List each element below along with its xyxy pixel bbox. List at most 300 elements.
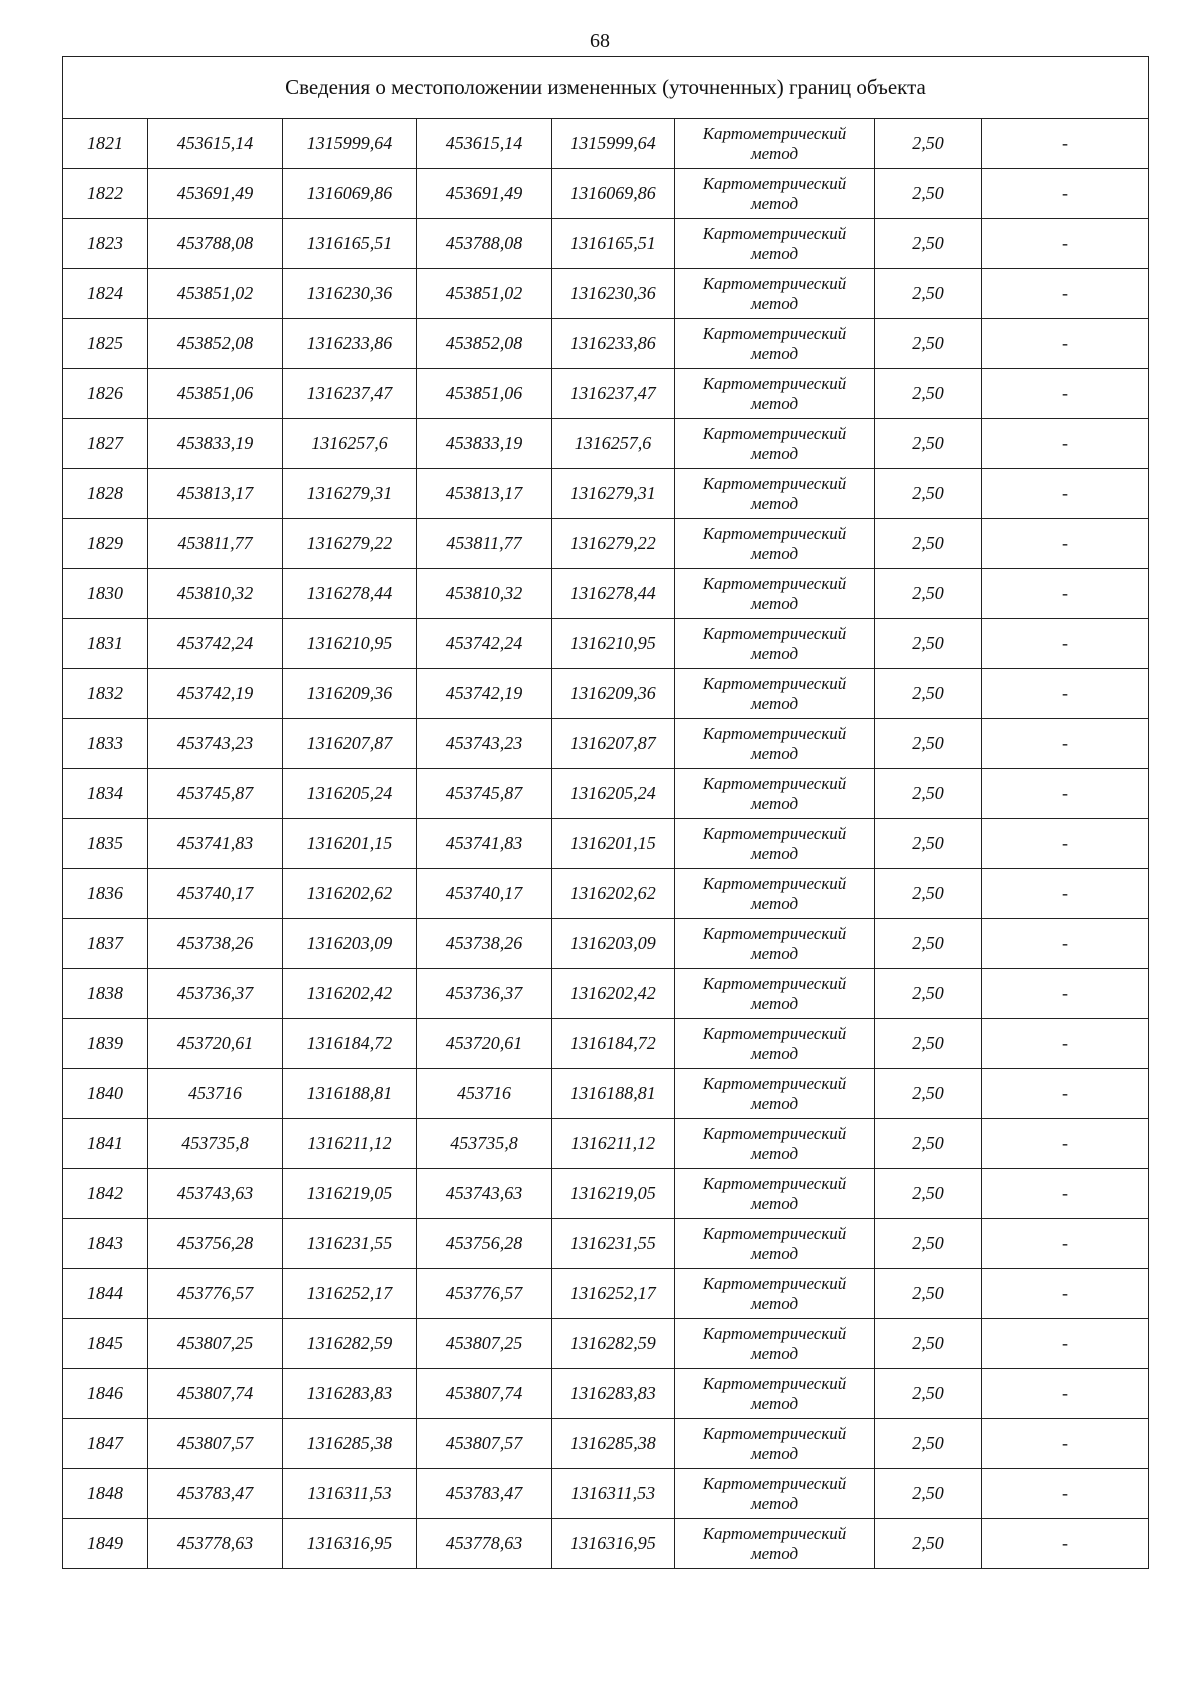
description-cell: -	[982, 569, 1149, 619]
existing-x-cell: 453813,17	[148, 469, 283, 519]
method-cell	[675, 1319, 875, 1369]
method-cell	[675, 619, 875, 669]
table-row	[63, 1369, 1149, 1419]
refined-y-cell: 1316207,87	[552, 719, 675, 769]
accuracy-cell: 2,50	[875, 1319, 982, 1369]
method-line-1: Картометрический	[702, 323, 847, 343]
method-cell	[675, 1469, 875, 1519]
point-number-cell: 1836	[63, 869, 148, 919]
existing-y-cell: 1316279,31	[283, 469, 417, 519]
refined-y-cell: 1316184,72	[552, 1019, 675, 1069]
table-row	[63, 1119, 1149, 1169]
refined-y-cell: 1316211,12	[552, 1119, 675, 1169]
method-line-2: метод	[750, 743, 799, 763]
method-line-2: метод	[750, 793, 799, 813]
page-number: 68	[590, 30, 610, 52]
point-number-cell: 1846	[63, 1369, 148, 1419]
accuracy-cell: 2,50	[875, 1369, 982, 1419]
point-number-cell: 1821	[63, 119, 148, 169]
description-cell: -	[982, 969, 1149, 1019]
table-row	[63, 869, 1149, 919]
refined-y-cell: 1316165,51	[552, 219, 675, 269]
method-line-2: метод	[750, 393, 799, 413]
existing-y-cell: 1316205,24	[283, 769, 417, 819]
method-line-1: Картометрический	[702, 1073, 847, 1093]
existing-x-cell: 453852,08	[148, 319, 283, 369]
refined-y-cell: 1316230,36	[552, 269, 675, 319]
refined-y-cell: 1316202,42	[552, 969, 675, 1019]
description-cell: -	[982, 819, 1149, 869]
refined-x-cell: 453851,06	[417, 369, 552, 419]
refined-x-cell: 453810,32	[417, 569, 552, 619]
refined-y-cell: 1316278,44	[552, 569, 675, 619]
description-cell: -	[982, 919, 1149, 969]
refined-y-cell: 1316282,59	[552, 1319, 675, 1369]
method-line-1: Картометрический	[702, 873, 847, 893]
method-line-1: Картометрический	[702, 573, 847, 593]
table-body	[63, 57, 1149, 1569]
description-cell: -	[982, 519, 1149, 569]
method-line-1: Картометрический	[702, 173, 847, 193]
description-cell: -	[982, 1119, 1149, 1169]
method-line-1: Картометрический	[702, 223, 847, 243]
point-number-cell: 1847	[63, 1419, 148, 1469]
point-number-cell: 1835	[63, 819, 148, 869]
method-line-2: метод	[750, 1043, 799, 1063]
description-cell: -	[982, 1069, 1149, 1119]
existing-y-cell: 1316201,15	[283, 819, 417, 869]
existing-x-cell: 453736,37	[148, 969, 283, 1019]
accuracy-cell: 2,50	[875, 969, 982, 1019]
method-line-1: Картометрический	[702, 623, 847, 643]
refined-x-cell: 453807,74	[417, 1369, 552, 1419]
method-cell	[675, 269, 875, 319]
method-line-1: Картометрический	[702, 1523, 847, 1543]
description-cell: -	[982, 1269, 1149, 1319]
table-row	[63, 819, 1149, 869]
refined-y-cell: 1316209,36	[552, 669, 675, 719]
point-number-cell: 1825	[63, 319, 148, 369]
accuracy-cell: 2,50	[875, 319, 982, 369]
existing-y-cell: 1316165,51	[283, 219, 417, 269]
table-row	[63, 1519, 1149, 1569]
point-number-cell: 1826	[63, 369, 148, 419]
table-row	[63, 269, 1149, 319]
refined-x-cell: 453738,26	[417, 919, 552, 969]
refined-x-cell: 453740,17	[417, 869, 552, 919]
description-cell: -	[982, 1519, 1149, 1569]
existing-y-cell: 1316202,42	[283, 969, 417, 1019]
description-cell: -	[982, 1319, 1149, 1369]
table-row	[63, 169, 1149, 219]
refined-x-cell: 453833,19	[417, 419, 552, 469]
method-line-1: Картометрический	[702, 1423, 847, 1443]
existing-y-cell: 1316285,38	[283, 1419, 417, 1469]
existing-x-cell: 453742,19	[148, 669, 283, 719]
description-cell: -	[982, 219, 1149, 269]
method-line-1: Картометрический	[702, 1173, 847, 1193]
existing-y-cell: 1316184,72	[283, 1019, 417, 1069]
refined-x-cell: 453735,8	[417, 1119, 552, 1169]
point-number-cell: 1827	[63, 419, 148, 469]
refined-x-cell: 453736,37	[417, 969, 552, 1019]
accuracy-cell: 2,50	[875, 669, 982, 719]
existing-x-cell: 453807,57	[148, 1419, 283, 1469]
description-cell: -	[982, 1169, 1149, 1219]
point-number-cell: 1829	[63, 519, 148, 569]
method-line-2: метод	[750, 893, 799, 913]
method-line-2: метод	[750, 993, 799, 1013]
existing-y-cell: 1316252,17	[283, 1269, 417, 1319]
existing-y-cell: 1316203,09	[283, 919, 417, 969]
method-line-1: Картометрический	[702, 373, 847, 393]
method-cell	[675, 1519, 875, 1569]
method-line-1: Картометрический	[702, 1023, 847, 1043]
accuracy-cell: 2,50	[875, 1219, 982, 1269]
existing-x-cell: 453851,06	[148, 369, 283, 419]
accuracy-cell: 2,50	[875, 619, 982, 669]
table-row	[63, 1219, 1149, 1269]
existing-x-cell: 453745,87	[148, 769, 283, 819]
refined-x-cell: 453720,61	[417, 1019, 552, 1069]
method-cell	[675, 469, 875, 519]
method-cell	[675, 219, 875, 269]
accuracy-cell: 2,50	[875, 119, 982, 169]
point-number-cell: 1823	[63, 219, 148, 269]
accuracy-cell: 2,50	[875, 219, 982, 269]
method-line-2: метод	[750, 293, 799, 313]
table-row	[63, 619, 1149, 669]
method-line-1: Картометрический	[702, 923, 847, 943]
description-cell: -	[982, 719, 1149, 769]
accuracy-cell: 2,50	[875, 569, 982, 619]
method-line-1: Картометрический	[702, 1223, 847, 1243]
refined-y-cell: 1316201,15	[552, 819, 675, 869]
table-row	[63, 719, 1149, 769]
point-number-cell: 1828	[63, 469, 148, 519]
method-line-2: метод	[750, 243, 799, 263]
accuracy-cell: 2,50	[875, 719, 982, 769]
accuracy-cell: 2,50	[875, 819, 982, 869]
refined-y-cell: 1316279,31	[552, 469, 675, 519]
refined-y-cell: 1316188,81	[552, 1069, 675, 1119]
existing-x-cell: 453776,57	[148, 1269, 283, 1319]
existing-x-cell: 453742,24	[148, 619, 283, 669]
method-line-2: метод	[750, 1493, 799, 1513]
table-row	[63, 219, 1149, 269]
method-line-2: метод	[750, 943, 799, 963]
refined-y-cell: 1316210,95	[552, 619, 675, 669]
refined-y-cell: 1316069,86	[552, 169, 675, 219]
method-cell	[675, 669, 875, 719]
table-row	[63, 569, 1149, 619]
existing-x-cell: 453851,02	[148, 269, 283, 319]
description-cell: -	[982, 269, 1149, 319]
existing-x-cell: 453740,17	[148, 869, 283, 919]
refined-y-cell: 1315999,64	[552, 119, 675, 169]
boundary-coordinates-table	[62, 56, 1149, 1569]
point-number-cell: 1833	[63, 719, 148, 769]
table-row	[63, 969, 1149, 1019]
method-line-1: Картометрический	[702, 1373, 847, 1393]
refined-y-cell: 1316279,22	[552, 519, 675, 569]
existing-y-cell: 1316211,12	[283, 1119, 417, 1169]
point-number-cell: 1822	[63, 169, 148, 219]
accuracy-cell: 2,50	[875, 1019, 982, 1069]
existing-y-cell: 1315999,64	[283, 119, 417, 169]
method-line-1: Картометрический	[702, 723, 847, 743]
refined-x-cell: 453742,24	[417, 619, 552, 669]
table-row	[63, 319, 1149, 369]
method-cell	[675, 1169, 875, 1219]
method-line-2: метод	[750, 193, 799, 213]
accuracy-cell: 2,50	[875, 1069, 982, 1119]
accuracy-cell: 2,50	[875, 469, 982, 519]
method-line-2: метод	[750, 693, 799, 713]
existing-y-cell: 1316202,62	[283, 869, 417, 919]
existing-x-cell: 453691,49	[148, 169, 283, 219]
point-number-cell: 1841	[63, 1119, 148, 1169]
method-line-2: метод	[750, 1193, 799, 1213]
refined-y-cell: 1316231,55	[552, 1219, 675, 1269]
method-line-1: Картометрический	[702, 273, 847, 293]
existing-y-cell: 1316279,22	[283, 519, 417, 569]
point-number-cell: 1848	[63, 1469, 148, 1519]
description-cell: -	[982, 769, 1149, 819]
description-cell: -	[982, 1369, 1149, 1419]
method-cell	[675, 169, 875, 219]
method-line-2: метод	[750, 593, 799, 613]
refined-x-cell: 453743,23	[417, 719, 552, 769]
refined-x-cell: 453807,57	[417, 1419, 552, 1469]
description-cell: -	[982, 169, 1149, 219]
accuracy-cell: 2,50	[875, 1169, 982, 1219]
accuracy-cell: 2,50	[875, 1119, 982, 1169]
description-cell: -	[982, 619, 1149, 669]
refined-x-cell: 453716	[417, 1069, 552, 1119]
method-line-2: метод	[750, 443, 799, 463]
existing-x-cell: 453615,14	[148, 119, 283, 169]
method-line-2: метод	[750, 343, 799, 363]
existing-x-cell: 453788,08	[148, 219, 283, 269]
point-number-cell: 1842	[63, 1169, 148, 1219]
point-number-cell: 1832	[63, 669, 148, 719]
description-cell: -	[982, 419, 1149, 469]
accuracy-cell: 2,50	[875, 269, 982, 319]
accuracy-cell: 2,50	[875, 419, 982, 469]
method-line-1: Картометрический	[702, 1273, 847, 1293]
description-cell: -	[982, 669, 1149, 719]
method-line-2: метод	[750, 843, 799, 863]
table-row	[63, 669, 1149, 719]
refined-x-cell: 453778,63	[417, 1519, 552, 1569]
point-number-cell: 1838	[63, 969, 148, 1019]
table-row	[63, 1319, 1149, 1369]
description-cell: -	[982, 1419, 1149, 1469]
method-cell	[675, 1219, 875, 1269]
table-row	[63, 1169, 1149, 1219]
accuracy-cell: 2,50	[875, 1269, 982, 1319]
method-line-2: метод	[750, 1093, 799, 1113]
refined-x-cell: 453756,28	[417, 1219, 552, 1269]
refined-x-cell: 453743,63	[417, 1169, 552, 1219]
refined-y-cell: 1316252,17	[552, 1269, 675, 1319]
existing-y-cell: 1316219,05	[283, 1169, 417, 1219]
method-line-2: метод	[750, 143, 799, 163]
accuracy-cell: 2,50	[875, 1519, 982, 1569]
point-number-cell: 1834	[63, 769, 148, 819]
method-line-2: метод	[750, 643, 799, 663]
method-cell	[675, 1369, 875, 1419]
method-line-1: Картометрический	[702, 473, 847, 493]
method-line-2: метод	[750, 1343, 799, 1363]
table-row	[63, 119, 1149, 169]
refined-x-cell: 453776,57	[417, 1269, 552, 1319]
existing-x-cell: 453716	[148, 1069, 283, 1119]
existing-y-cell: 1316283,83	[283, 1369, 417, 1419]
refined-x-cell: 453741,83	[417, 819, 552, 869]
point-number-cell: 1831	[63, 619, 148, 669]
point-number-cell: 1849	[63, 1519, 148, 1569]
method-line-1: Картометрический	[702, 123, 847, 143]
description-cell: -	[982, 1219, 1149, 1269]
description-cell: -	[982, 1469, 1149, 1519]
existing-y-cell: 1316207,87	[283, 719, 417, 769]
method-cell	[675, 819, 875, 869]
accuracy-cell: 2,50	[875, 769, 982, 819]
existing-x-cell: 453833,19	[148, 419, 283, 469]
accuracy-cell: 2,50	[875, 1419, 982, 1469]
refined-x-cell: 453788,08	[417, 219, 552, 269]
refined-y-cell: 1316285,38	[552, 1419, 675, 1469]
accuracy-cell: 2,50	[875, 519, 982, 569]
method-cell	[675, 1269, 875, 1319]
description-cell: -	[982, 469, 1149, 519]
method-line-1: Картометрический	[702, 1323, 847, 1343]
table-row	[63, 1019, 1149, 1069]
point-number-cell: 1824	[63, 269, 148, 319]
refined-y-cell: 1316203,09	[552, 919, 675, 969]
existing-y-cell: 1316316,95	[283, 1519, 417, 1569]
existing-x-cell: 453743,63	[148, 1169, 283, 1219]
method-cell	[675, 1419, 875, 1469]
refined-y-cell: 1316283,83	[552, 1369, 675, 1419]
accuracy-cell: 2,50	[875, 869, 982, 919]
method-cell	[675, 519, 875, 569]
refined-x-cell: 453813,17	[417, 469, 552, 519]
method-line-1: Картометрический	[702, 773, 847, 793]
existing-x-cell: 453811,77	[148, 519, 283, 569]
point-number-cell: 1830	[63, 569, 148, 619]
point-number-cell: 1837	[63, 919, 148, 969]
existing-y-cell: 1316282,59	[283, 1319, 417, 1369]
method-line-1: Картометрический	[702, 973, 847, 993]
table-title-row	[63, 57, 1149, 119]
table-row	[63, 1419, 1149, 1469]
description-cell: -	[982, 369, 1149, 419]
existing-x-cell: 453807,25	[148, 1319, 283, 1369]
method-cell	[675, 569, 875, 619]
method-cell	[675, 969, 875, 1019]
point-number-cell: 1844	[63, 1269, 148, 1319]
point-number-cell: 1845	[63, 1319, 148, 1369]
existing-y-cell: 1316237,47	[283, 369, 417, 419]
method-cell	[675, 119, 875, 169]
existing-y-cell: 1316278,44	[283, 569, 417, 619]
existing-x-cell: 453778,63	[148, 1519, 283, 1569]
point-number-cell: 1839	[63, 1019, 148, 1069]
accuracy-cell: 2,50	[875, 1469, 982, 1519]
table-row	[63, 1069, 1149, 1119]
method-line-1: Картометрический	[702, 423, 847, 443]
refined-y-cell: 1316316,95	[552, 1519, 675, 1569]
refined-x-cell: 453807,25	[417, 1319, 552, 1369]
existing-x-cell: 453783,47	[148, 1469, 283, 1519]
existing-y-cell: 1316231,55	[283, 1219, 417, 1269]
existing-y-cell: 1316188,81	[283, 1069, 417, 1119]
method-line-2: метод	[750, 1293, 799, 1313]
table-row	[63, 419, 1149, 469]
existing-x-cell: 453741,83	[148, 819, 283, 869]
accuracy-cell: 2,50	[875, 919, 982, 969]
refined-x-cell: 453852,08	[417, 319, 552, 369]
existing-x-cell: 453738,26	[148, 919, 283, 969]
refined-x-cell: 453615,14	[417, 119, 552, 169]
existing-y-cell: 1316233,86	[283, 319, 417, 369]
existing-y-cell: 1316069,86	[283, 169, 417, 219]
method-line-2: метод	[750, 1243, 799, 1263]
existing-y-cell: 1316210,95	[283, 619, 417, 669]
method-cell	[675, 369, 875, 419]
refined-y-cell: 1316257,6	[552, 419, 675, 469]
method-line-2: метод	[750, 1543, 799, 1563]
method-line-1: Картометрический	[702, 1473, 847, 1493]
method-line-2: метод	[750, 543, 799, 563]
method-cell	[675, 1119, 875, 1169]
table-row	[63, 1469, 1149, 1519]
method-cell	[675, 769, 875, 819]
method-line-1: Картометрический	[702, 1123, 847, 1143]
method-cell	[675, 319, 875, 369]
description-cell: -	[982, 119, 1149, 169]
table-row	[63, 369, 1149, 419]
refined-x-cell: 453742,19	[417, 669, 552, 719]
table-row	[63, 1269, 1149, 1319]
description-cell: -	[982, 869, 1149, 919]
description-cell: -	[982, 1019, 1149, 1069]
existing-y-cell: 1316311,53	[283, 1469, 417, 1519]
refined-y-cell: 1316202,62	[552, 869, 675, 919]
point-number-cell: 1840	[63, 1069, 148, 1119]
table-row	[63, 519, 1149, 569]
method-line-1: Картометрический	[702, 823, 847, 843]
refined-y-cell: 1316237,47	[552, 369, 675, 419]
method-line-2: метод	[750, 1143, 799, 1163]
refined-y-cell: 1316219,05	[552, 1169, 675, 1219]
refined-x-cell: 453691,49	[417, 169, 552, 219]
method-cell	[675, 869, 875, 919]
existing-x-cell: 453807,74	[148, 1369, 283, 1419]
existing-x-cell: 453743,23	[148, 719, 283, 769]
existing-y-cell: 1316209,36	[283, 669, 417, 719]
accuracy-cell: 2,50	[875, 169, 982, 219]
method-line-2: метод	[750, 1443, 799, 1463]
method-cell	[675, 719, 875, 769]
existing-y-cell: 1316230,36	[283, 269, 417, 319]
method-line-1: Картометрический	[702, 523, 847, 543]
existing-x-cell: 453735,8	[148, 1119, 283, 1169]
refined-y-cell: 1316233,86	[552, 319, 675, 369]
